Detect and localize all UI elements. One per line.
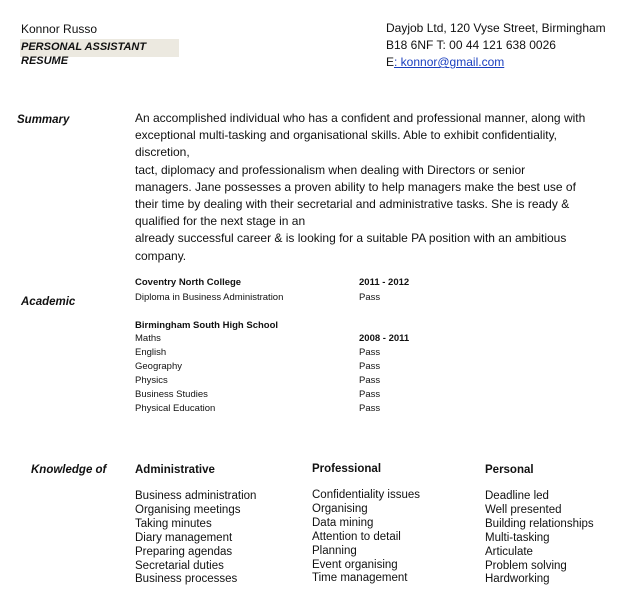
contact-email [386, 55, 504, 69]
list-item: Time management [312, 572, 408, 585]
summary-line: already successful career & is looking for a suitable PA position with an ambitious [135, 231, 567, 246]
summary-line: tact, diplomacy and professionalism when dealing with Directors or senior [135, 162, 526, 177]
list-item: Building relationships [485, 517, 594, 530]
role-subtitle: RESUME [21, 55, 69, 67]
college-course: Diploma in Business Administration [135, 292, 284, 303]
academic-heading: Academic [21, 296, 76, 308]
administrative-heading: Administrative [135, 464, 215, 476]
list-item: Well presented [485, 503, 562, 516]
summary-line: managers. Jane possesses a proven ability to help managers make the best use of [135, 179, 576, 194]
list-item: Organising meetings [135, 503, 241, 516]
summary-line: An accomplished individual who has a confident and professional manner, along with [135, 111, 586, 125]
subject-name: Business Studies [135, 389, 208, 400]
college-name: Coventry North College [135, 277, 242, 288]
school-name: Birmingham South High School [135, 320, 279, 331]
email-prefix: E [386, 55, 395, 69]
subject-name: Geography [135, 361, 183, 372]
subject-name: Physical Education [135, 403, 216, 414]
summary-heading: Summary [17, 114, 70, 126]
summary-line: qualified for the next stage in an [135, 214, 306, 229]
subject-name: English [135, 347, 167, 358]
list-item: Planning [312, 544, 357, 557]
subject-name: Physics [135, 375, 168, 386]
school-years: 2008 - 2011 [359, 333, 410, 344]
candidate-name: Konnor Russo [21, 22, 98, 36]
subject-result: Pass [359, 361, 381, 372]
list-item: Secretarial duties [135, 559, 224, 572]
list-item: Business processes [135, 573, 238, 586]
list-item: Organising [312, 502, 368, 515]
summary-line: discretion, [135, 145, 190, 160]
subject-result: Pass [359, 347, 381, 358]
list-item: Problem solving [485, 559, 567, 572]
college-years: 2011 - 2012 [359, 277, 410, 288]
professional-heading: Professional [312, 463, 382, 475]
subject-result: Pass [359, 389, 381, 400]
personal-heading: Personal [485, 464, 534, 476]
summary-text [135, 110, 585, 265]
list-item: Multi-tasking [485, 531, 550, 544]
subject-name: Maths [135, 333, 161, 344]
list-item: Data mining [312, 516, 374, 529]
personal-list [485, 490, 594, 587]
list-item: Diary management [135, 531, 233, 544]
list-item: Event organising [312, 558, 398, 571]
summary-line: exceptional multi-tasking and organisational skills. Able to exhibit confidentiality, [135, 128, 558, 143]
college-result: Pass [359, 292, 381, 303]
knowledge-heading: Knowledge of [31, 464, 107, 476]
list-item: Articulate [485, 545, 533, 558]
subject-result: Pass [359, 375, 381, 386]
list-item: Attention to detail [312, 530, 401, 543]
list-item: Confidentiality issues [312, 489, 421, 501]
professional-list [312, 489, 420, 586]
list-item: Preparing agendas [135, 545, 233, 558]
summary-line: company. [135, 248, 187, 263]
summary-line: their time by dealing with their secretarial and administrative tasks. She is ready & [135, 197, 570, 212]
role-title: PERSONAL ASSISTANT [21, 41, 147, 53]
list-item: Business administration [135, 490, 257, 502]
list-item: Deadline led [485, 490, 549, 502]
contact-phone: B18 6NF T: 00 44 121 638 0026 [386, 38, 556, 52]
list-item: Taking minutes [135, 517, 212, 530]
email-link[interactable]: : konnor@gmail.com [394, 55, 505, 69]
list-item: Hardworking [485, 573, 550, 586]
subject-result: Pass [359, 403, 381, 414]
administrative-list [135, 490, 256, 587]
contact-address: Dayjob Ltd, 120 Vyse Street, Birmingham [386, 21, 606, 35]
